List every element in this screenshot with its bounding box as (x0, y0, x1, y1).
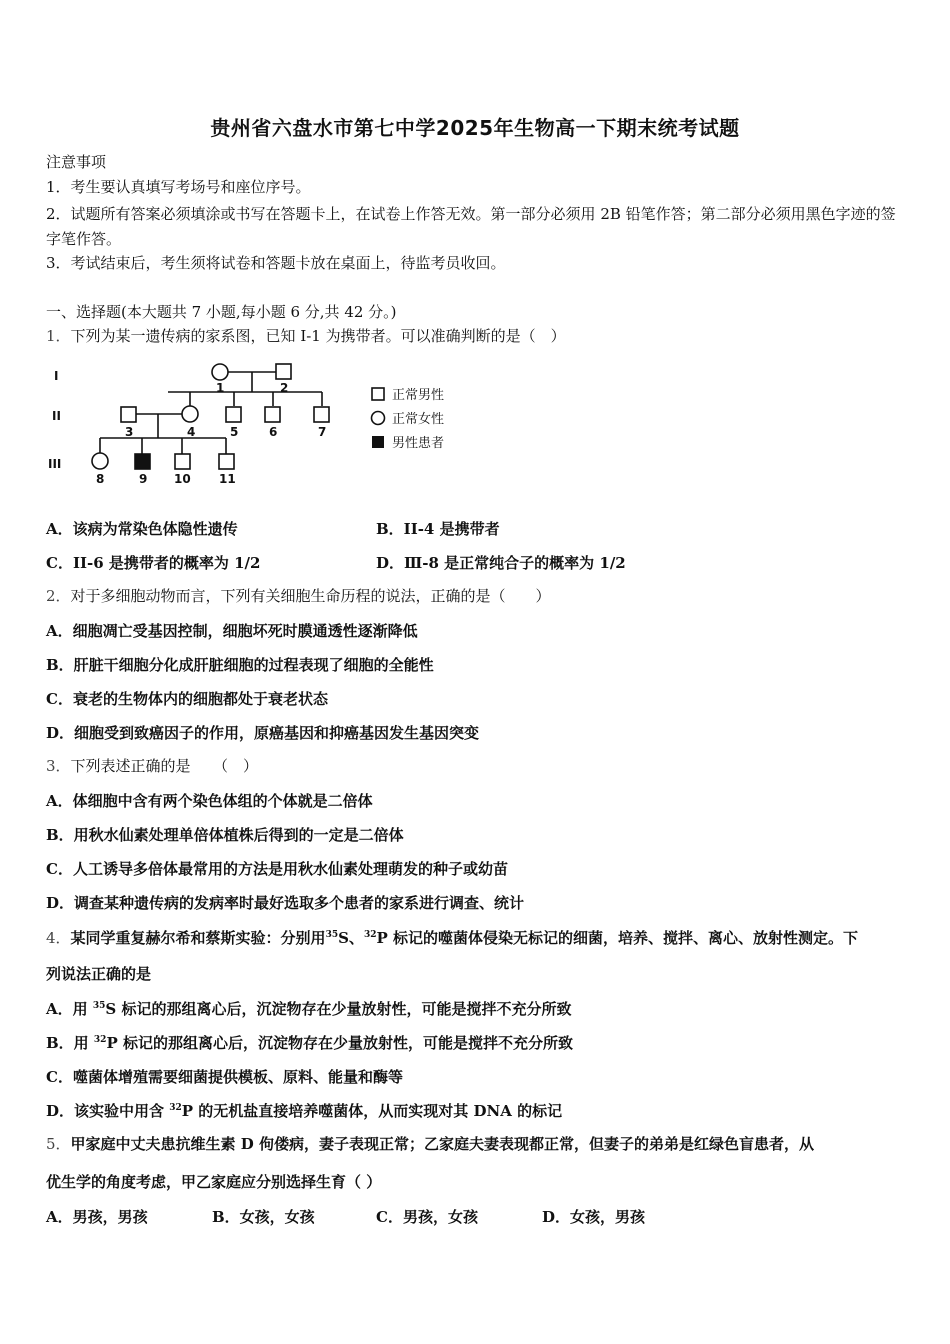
q3-option-d: D．调查某种遗传病的发病率时最好选取多个患者的家系进行调查、统计 (46, 894, 525, 912)
q5-option-a: A．男孩，男孩 (46, 1208, 148, 1226)
legend-affected-male-icon (372, 436, 384, 448)
generation-label-3: III (48, 457, 62, 471)
question-4-stem (46, 928, 908, 948)
q2-option-b: B．肝脏干细胞分化成肝脏细胞的过程表现了细胞的全能性 (46, 656, 434, 674)
question-number: 2． (46, 587, 71, 605)
question-1-stem (46, 326, 908, 346)
label-10: 10 (174, 472, 191, 486)
isotope-mass: 32 (93, 1035, 107, 1045)
option-text: P 的无机盐直接培养噬菌体，从而实现对其 DNA 的标记 (181, 1102, 563, 1120)
label-7: 7 (318, 425, 327, 439)
q4-option-c: C．噬菌体增殖需要细菌提供模板、原料、能量和酶等 (46, 1068, 403, 1086)
notice-item-3: 3．考试结束后，考生须将试卷和答题卡放在桌面上，待监考员收回。 (46, 254, 506, 272)
legend-normal-male: 正常男性 (392, 388, 445, 403)
option-text: D．该实验中用含 (46, 1102, 170, 1120)
question-text: P 标记的噬菌体侵染无标记的细菌，培养、搅拌、离心、放射性测定。下 (376, 929, 858, 947)
isotope-mass: 35 (325, 930, 339, 940)
label-5: 5 (230, 425, 239, 439)
question-text: 下列为某一遗传病的家系图，已知 I-1 为携带者。可以准确判断的是（ ） (70, 327, 566, 345)
isotope-mass: 32 (363, 930, 377, 940)
q4-option-b (46, 1032, 573, 1053)
question-text: 某同学重复赫尔希和蔡斯实验：分别用 (70, 929, 326, 947)
label-6: 6 (269, 425, 278, 439)
q3-option-a: A．体细胞中含有两个染色体组的个体就是二倍体 (46, 792, 373, 810)
individual-II-6 (265, 407, 280, 422)
q5-option-b: B．女孩，女孩 (212, 1208, 315, 1226)
q1-option-c: C．II-6 是携带者的概率为 1/2 (46, 554, 261, 572)
question-number: 5． (46, 1135, 71, 1153)
generation-label-1: I (54, 369, 59, 383)
q4-option-d (46, 1100, 562, 1121)
pedigree-chart (40, 350, 470, 490)
label-1: 1 (216, 381, 225, 395)
q3-option-c: C．人工诱导多倍体最常用的方法是用秋水仙素处理萌发的种子或幼苗 (46, 860, 508, 878)
individual-III-9 (135, 454, 150, 469)
label-11: 11 (219, 472, 236, 486)
option-text: S 标记的那组离心后，沉淀物存在少量放射性，可能是搅拌不充分所致 (105, 1000, 572, 1018)
label-4: 4 (187, 425, 196, 439)
q3-option-b: B．用秋水仙素处理单倍体植株后得到的一定是二倍体 (46, 826, 404, 844)
section-heading: 一、选择题(本大题共 7 小题,每小题 6 分,共 42 分。) (46, 303, 397, 321)
pedigree-legend (372, 387, 445, 451)
question-number: 4． (46, 929, 71, 947)
pedigree-numbers (96, 381, 326, 486)
notice-heading: 注意事项 (46, 153, 107, 171)
individual-II-5 (226, 407, 241, 422)
q2-option-d: D．细胞受到致癌因子的作用，原癌基因和抑癌基因发生基因突变 (46, 724, 480, 742)
legend-normal-female: 正常女性 (392, 412, 445, 427)
individual-II-7 (314, 407, 329, 422)
label-2: 2 (280, 381, 289, 395)
option-text: P 标记的那组离心后，沉淀物存在少量放射性，可能是搅拌不充分所致 (106, 1034, 573, 1052)
question-2-stem (46, 586, 908, 606)
legend-normal-male-icon (372, 388, 384, 400)
q5-option-d: D．女孩，男孩 (542, 1208, 646, 1226)
label-9: 9 (139, 472, 148, 486)
question-5-stem (46, 1134, 908, 1154)
notice-item-2: 2．试题所有答案必须填涂或书写在答题卡上，在试卷上作答无效。第一部分必须用 2B 铅笔作答；第二部分必须用黑色字迹的签字笔作答。 (46, 205, 896, 248)
pedigree-individuals (92, 364, 329, 469)
option-text: B．用 (46, 1034, 94, 1052)
question-number: 3． (46, 757, 71, 775)
q1-option-a: A．该病为常染色体隐性遗传 (46, 520, 238, 538)
question-text: 下列表述正确的是 （ ） (70, 757, 259, 775)
legend-affected-male: 男性患者 (392, 436, 445, 451)
question-4-stem-cont: 列说法正确的是 (46, 965, 152, 983)
page-title: 贵州省六盘水市第七中学2025年生物高一下期末统考试题 (210, 116, 740, 140)
legend-normal-female-icon (372, 412, 385, 425)
q1-option-d: D．Ⅲ-8 是正常纯合子的概率为 1/2 (376, 554, 626, 572)
question-text: 对于多细胞动物而言，下列有关细胞生命历程的说法，正确的是（ ） (70, 587, 551, 605)
individual-III-10 (175, 454, 190, 469)
question-3-stem (46, 756, 908, 776)
q2-option-c: C．衰老的生物体内的细胞都处于衰老状态 (46, 690, 328, 708)
isotope-mass: 35 (92, 1001, 106, 1011)
isotope-mass: 32 (169, 1103, 182, 1113)
option-text: A．用 (46, 1000, 93, 1018)
q1-option-b: B．II-4 是携带者 (376, 520, 500, 538)
q4-option-a (46, 998, 571, 1019)
individual-II-4 (182, 406, 198, 422)
label-3: 3 (125, 425, 134, 439)
individual-III-11 (219, 454, 234, 469)
label-8: 8 (96, 472, 105, 486)
individual-III-8 (92, 453, 108, 469)
individual-II-3 (121, 407, 136, 422)
question-text: 甲家庭中丈夫患抗维生素 D 佝偻病，妻子表现正常；乙家庭夫妻表现都正常，但妻子的弟弟是红绿色盲患者，从 (70, 1135, 815, 1153)
isotope-element: S、 (338, 929, 364, 947)
q2-option-a: A．细胞凋亡受基因控制，细胞坏死时膜通透性逐渐降低 (46, 622, 418, 640)
question-5-stem-cont: 优生学的角度考虑，甲乙家庭应分别选择生育（ ） (46, 1173, 382, 1191)
q5-option-c: C．男孩，女孩 (376, 1208, 478, 1226)
notice-item-1: 1．考生要认真填写考场号和座位序号。 (46, 178, 311, 196)
question-number: 1． (46, 327, 71, 345)
generation-label-2: II (52, 409, 61, 423)
individual-I-1 (212, 364, 228, 380)
individual-I-2 (276, 364, 291, 379)
